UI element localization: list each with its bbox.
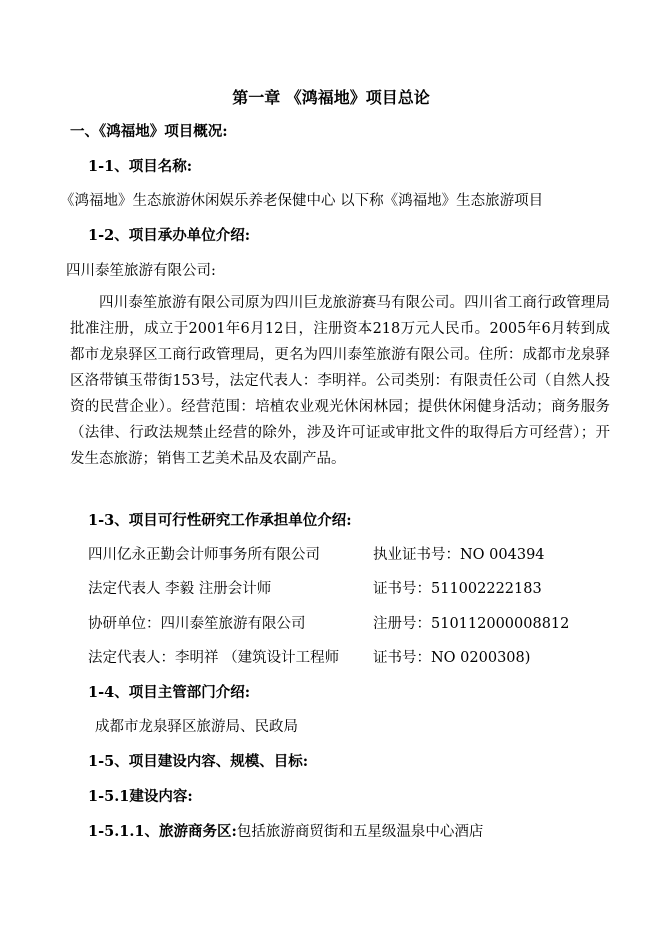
- section-heading-overview: 一、《鸿福地》项目概况:: [70, 123, 228, 140]
- heading-feasibility: 1-3、项目可行性研究工作承担单位介绍:: [88, 512, 352, 529]
- sponsor-description: 四川泰笙旅游有限公司原为四川巨龙旅游赛马有限公司。四川省工商行政管理局批准注册，成立于2001年6月12日，注册资本218万元人民币。2005年6月转到成都市龙泉驿区工商行政管理局，更名为四川泰笙旅游有限公司。住所：成都市龙泉驿区洛带镇玉带街153号，法定代表人：李明祥。公司类别：有限责任公司（自然人投资的民营企业）。经营范围：培植农业观光休闲林园；提供休闲健身活动；商务服务（法律、行政法规禁止经营的除外，涉及许可证或审批文件的取得后方可经营）；开发生态旅游；销售工艺美术品及农副产品。: [70, 295, 610, 467]
- heading-construction-content: 1-5.1建设内容:: [88, 788, 193, 805]
- chapter-title: 第一章 《鸿福地》项目总论: [232, 88, 430, 107]
- heading-construction: 1-5、项目建设内容、规模、目标:: [88, 753, 309, 770]
- row-right: 注册号：510112000008812: [373, 616, 570, 632]
- item-text: 包括旅游商贸街和五星级温泉中心酒店: [236, 824, 484, 840]
- tourism-business-item: [88, 822, 483, 842]
- project-name-text: 《鸿福地》生态旅游休闲娱乐养老保健中心 以下称《鸿福地》生态旅游项目: [60, 193, 544, 209]
- sponsor-company: 四川泰笙旅游有限公司:: [66, 263, 216, 279]
- row-right: 执业证书号：NO 004394: [373, 547, 545, 563]
- row-left: 法定代表人 李毅 注册会计师: [88, 581, 272, 597]
- row-left: 四川亿永正勤会计师事务所有限公司: [88, 547, 320, 563]
- row-left: 协研单位：四川泰笙旅游有限公司: [88, 616, 306, 632]
- row-left: 法定代表人：李明祥 （建筑设计工程师: [88, 650, 340, 666]
- row-right: 证书号：NO 0200308): [373, 650, 531, 666]
- item-heading: 1-5.1.1、旅游商务区:: [88, 823, 237, 840]
- heading-project-name: 1-1、项目名称:: [88, 158, 193, 175]
- row-right: 证书号：511002222183: [373, 581, 542, 597]
- authority-text: 成都市龙泉驿区旅游局、民政局: [95, 719, 298, 735]
- heading-sponsor: 1-2、项目承办单位介绍:: [88, 227, 251, 244]
- heading-authority: 1-4、项目主管部门介绍:: [88, 684, 251, 701]
